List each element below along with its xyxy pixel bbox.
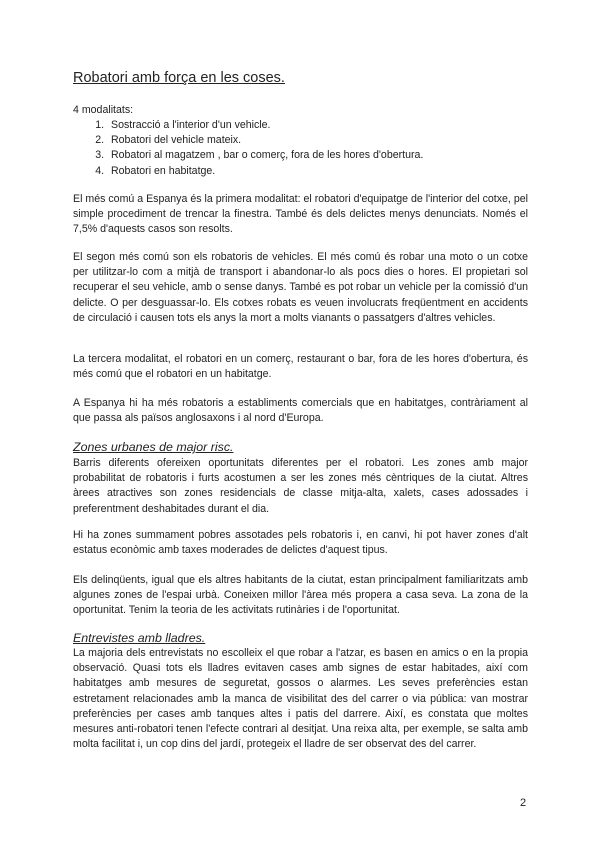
- paragraph: A Espanya hi ha més robatoris a establiments comercials que en habitatges, contràriament al que passa als països anglosaxons i al nord d'Europa.: [73, 397, 528, 425]
- section-heading: Zones urbanes de major risc.: [73, 440, 234, 454]
- list-item: 1. Sostracció a l'interior d'un vehicle.: [107, 118, 423, 133]
- section-heading: Entrevistes amb lladres.: [73, 631, 206, 645]
- paragraph: Barris diferents ofereixen oportunitats diferentes per el robatori. Les zones amb major probabilitat de robatoris i furts acostumen a ser les zones més cèntriques de la ciutat. Altres àrees atractives son zones residencials de classe mitja-alta, xalets, cases adossades i preferentment deshabitades durant el dia.: [73, 457, 528, 515]
- paragraph: Hi ha zones summament pobres assotades pels robatoris i, en canvi, hi pot haver zones d'alt estatus econòmic amb taxes moderades de delictes d'aquest tipus.: [73, 529, 528, 557]
- list-item: 4. Robatori en habitatge.: [107, 164, 423, 179]
- list-item: 2. Robatori del vehicle mateix.: [107, 133, 423, 148]
- paragraph: La majoria dels entrevistats no escolleix el que robar a l'atzar, es basen en amics o en la propia observació. Quasi tots els lladres evitaven cases amb signes de estar habitades, així com habitatges amb mesures de seguretat, gossos o alarmes. Les seves preferències estan estretament relacionades amb la manca de visibilitat des del carrer o via pública: van mostrar preferències per cases amb tanques altes i patis del darrere. Així, es constata que moltes mesures anti-robatori tenen l'efecte contrari al desitjat. Una reixa alta, per exemple, se salta amb molta facilitat i, un cop dins del jardí, protegeix el lladre de ser observat des del carrer.: [73, 647, 528, 751]
- paragraph: La tercera modalitat, el robatori en un comerç, restaurant o bar, fora de les hores d'obertura, és més comú que el robatori en un habitatge.: [73, 353, 528, 381]
- list-item: 3. Robatori al magatzem , bar o comerç, fora de les hores d'obertura.: [107, 148, 423, 163]
- page-number: 2: [520, 797, 527, 809]
- intro-text: 4 modalitats:: [73, 104, 134, 116]
- modalities-list: [73, 118, 423, 179]
- paragraph: Els delinqüents, igual que els altres habitants de la ciutat, estan principalment familiaritzats amb algunes zones de l'espai urbà. Coneixen millor l'àrea més propera a casa seva. La zona de la oportunitat. Tenim la teoria de les activitats rutinàries i de l'oportunitat.: [73, 574, 528, 617]
- page-title: Robatori amb força en les coses.: [73, 70, 285, 86]
- paragraph: El més comú a Espanya és la primera modalitat: el robatori d'equipatge de l'interior del cotxe, pel simple procediment de trencar la finestra. També és dels delictes menys denunciats. Només el 7,5% d'aquests casos son resolts.: [73, 193, 528, 236]
- paragraph: El segon més comú son els robatoris de vehicles. El més comú és robar una moto o un cotxe per utilitzar-lo com a mitjà de transport i abandonar-lo als pocs dies o hores. El propietari sol recuperar el seu vehicle, amb o sense danys. També es pot robar un vehicle per la comissió d'un delicte. O per desguassar-lo. Els cotxes robats es veuen involucrats freqüentment en accidents de circulació i causen tots els anys la mort a molts vianants o passatgers d'altres vehicles.: [73, 251, 528, 324]
